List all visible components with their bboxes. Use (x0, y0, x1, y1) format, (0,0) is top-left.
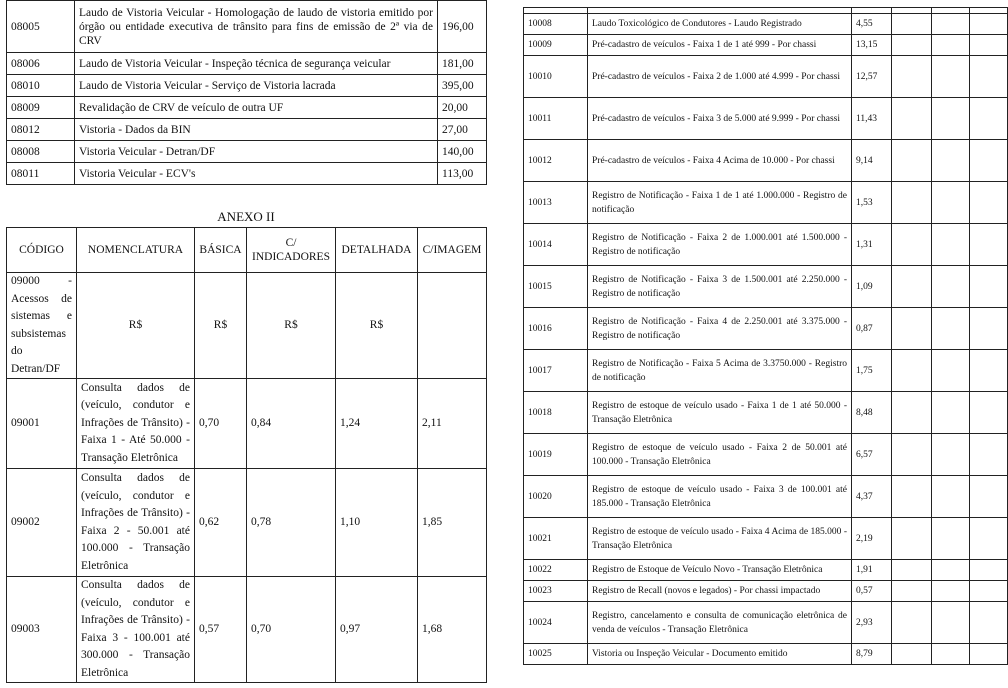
empty-cell (932, 350, 970, 392)
empty-cell (970, 560, 1008, 581)
empty-cell (970, 140, 1008, 182)
row-value: 13,15 (852, 35, 892, 56)
empty-cell (970, 476, 1008, 518)
row-code: 10020 (524, 476, 588, 518)
group-code: 09000 - Acessos de sistemas e subsistemas do Detran/DF (7, 273, 77, 379)
row-description: Vistoria ou Inspeção Veicular - Documento emitido (588, 644, 852, 665)
empty-cell (970, 35, 1008, 56)
empty-cell (932, 14, 970, 35)
row-value: 4,55 (852, 14, 892, 35)
empty-cell (970, 98, 1008, 140)
empty-cell (892, 182, 932, 224)
row-value: 181,00 (438, 53, 487, 75)
header-imagem: C/IMAGEM (418, 228, 487, 273)
empty-cell (932, 644, 970, 665)
empty-cell (892, 602, 932, 644)
row-indicadores: 0,78 (247, 469, 336, 577)
empty-cell (970, 224, 1008, 266)
row-code: 10009 (524, 35, 588, 56)
empty-cell (892, 140, 932, 182)
row-value: 1,09 (852, 266, 892, 308)
table-row (7, 379, 487, 469)
row-value: 196,00 (438, 1, 487, 53)
header-basica: BÁSICA (195, 228, 247, 273)
row-indicadores: 0,84 (247, 379, 336, 469)
table-row (7, 1, 487, 53)
row-value: 113,00 (438, 163, 487, 185)
empty-cell (892, 14, 932, 35)
row-code: 10014 (524, 224, 588, 266)
row-code: 08006 (7, 53, 75, 75)
row-description: Registro de Estoque de Veículo Novo - Transação Eletrônica (588, 560, 852, 581)
row-value: 11,43 (852, 98, 892, 140)
row-value: 8,48 (852, 392, 892, 434)
row-basica: 0,70 (195, 379, 247, 469)
row-code: 09001 (7, 379, 77, 469)
empty-cell (892, 392, 932, 434)
row-code: 10024 (524, 602, 588, 644)
empty-cell (932, 56, 970, 98)
empty-cell (932, 308, 970, 350)
row-description: Pré-cadastro de veículos - Faixa 3 de 5.000 até 9.999 - Por chassi (588, 98, 852, 140)
table-row (7, 141, 487, 163)
table-row (524, 581, 1008, 602)
row-code: 10021 (524, 518, 588, 560)
empty-cell (932, 392, 970, 434)
table-row (524, 518, 1008, 560)
row-code: 09003 (7, 577, 77, 683)
empty-cell (932, 581, 970, 602)
row-description: Consulta dados de (veículo, condutor e Infrações de Trânsito) - Faixa 1 - Até 50.000 - Transação Eletrônica (77, 379, 195, 469)
row-value: 12,57 (852, 56, 892, 98)
row-code: 08009 (7, 97, 75, 119)
group-currency: R$ (247, 273, 336, 379)
row-code: 10025 (524, 644, 588, 665)
row-description: Revalidação de CRV de veículo de outra UF (75, 97, 438, 119)
row-detalhada: 1,10 (336, 469, 418, 577)
table-row (524, 182, 1008, 224)
row-description: Pré-cadastro de veículos - Faixa 1 de 1 até 999 - Por chassi (588, 35, 852, 56)
row-description: Registro de estoque de veículo usado - Faixa 1 de 1 até 50.000 - Transação Eletrônica (588, 392, 852, 434)
row-description: Vistoria - Dados da BIN (75, 119, 438, 141)
row-description: Laudo de Vistoria Veicular - Inspeção técnica de segurança veicular (75, 53, 438, 75)
empty-cell (892, 434, 932, 476)
row-description: Consulta dados de (veículo, condutor e Infrações de Trânsito) - Faixa 3 - 100.001 até 300.000 - Transação Eletrônica (77, 577, 195, 683)
header-indicadores: C/ INDICADORES (247, 228, 336, 273)
row-description: Laudo de Vistoria Veicular - Serviço de Vistoria lacrada (75, 75, 438, 97)
empty-cell (892, 224, 932, 266)
group-empty-cell (418, 273, 487, 379)
row-code: 10015 (524, 266, 588, 308)
group-currency: R$ (195, 273, 247, 379)
empty-cell (932, 182, 970, 224)
empty-cell (970, 644, 1008, 665)
row-description: Registro de Notificação - Faixa 4 de 2.250.001 até 3.375.000 - Registro de notificação (588, 308, 852, 350)
row-basica: 0,57 (195, 577, 247, 683)
table-row (524, 308, 1008, 350)
row-value: 395,00 (438, 75, 487, 97)
row-description: Registro de Notificação - Faixa 3 de 1.500.001 até 2.250.000 - Registro de notificação (588, 266, 852, 308)
row-description: Registro de Notificação - Faixa 5 Acima de 3.3750.000 - Registro de notificação (588, 350, 852, 392)
fees-table-10 (523, 7, 1008, 665)
row-code: 10008 (524, 14, 588, 35)
row-description: Registro, cancelamento e consulta de comunicação eletrônica de venda de veículos - Transação Eletrônica (588, 602, 852, 644)
empty-cell (970, 14, 1008, 35)
row-indicadores: 0,70 (247, 577, 336, 683)
row-description: Registro de Notificação - Faixa 2 de 1.000.001 até 1.500.000 - Registro de notificação (588, 224, 852, 266)
row-value: 4,37 (852, 476, 892, 518)
row-code: 09002 (7, 469, 77, 577)
row-description: Laudo de Vistoria Veicular - Homologação de laudo de vistoria emitido por órgão ou entidade executiva de trânsito para fins de emissão de 2ª via de CRV (75, 1, 438, 53)
row-value: 1,91 (852, 560, 892, 581)
row-code: 08010 (7, 75, 75, 97)
empty-cell (892, 476, 932, 518)
row-code: 10012 (524, 140, 588, 182)
empty-cell (932, 35, 970, 56)
table-row (524, 392, 1008, 434)
empty-cell (932, 224, 970, 266)
table-row (524, 140, 1008, 182)
row-value: 140,00 (438, 141, 487, 163)
header-nomenclatura: NOMENCLATURA (77, 228, 195, 273)
row-value: 8,79 (852, 644, 892, 665)
row-code: 10011 (524, 98, 588, 140)
row-detalhada: 0,97 (336, 577, 418, 683)
empty-cell (970, 392, 1008, 434)
empty-cell (932, 98, 970, 140)
table-row (524, 224, 1008, 266)
empty-cell (892, 308, 932, 350)
row-description: Vistoria Veicular - ECV's (75, 163, 438, 185)
empty-cell (970, 350, 1008, 392)
row-basica: 0,62 (195, 469, 247, 577)
table-row (524, 644, 1008, 665)
header-detalhada: DETALHADA (336, 228, 418, 273)
empty-cell (892, 518, 932, 560)
row-code: 08008 (7, 141, 75, 163)
row-code: 08005 (7, 1, 75, 53)
empty-cell (892, 560, 932, 581)
row-code: 10013 (524, 182, 588, 224)
row-description: Vistoria Veicular - Detran/DF (75, 141, 438, 163)
empty-cell (892, 98, 932, 140)
row-imagem: 1,85 (418, 469, 487, 577)
row-imagem: 1,68 (418, 577, 487, 683)
empty-cell (932, 476, 970, 518)
empty-cell (932, 560, 970, 581)
empty-cell (970, 434, 1008, 476)
empty-cell (970, 182, 1008, 224)
row-value: 20,00 (438, 97, 487, 119)
table-header-row (7, 228, 487, 273)
row-value: 1,31 (852, 224, 892, 266)
row-value: 6,57 (852, 434, 892, 476)
table-row (7, 469, 487, 577)
group-currency: R$ (336, 273, 418, 379)
fees-table-08 (6, 0, 487, 185)
row-code: 08011 (7, 163, 75, 185)
table-row (7, 577, 487, 683)
table-row (524, 350, 1008, 392)
table-row (524, 35, 1008, 56)
empty-cell (932, 602, 970, 644)
row-description: Registro de estoque de veículo usado - Faixa 3 de 100.001 até 185.000 - Transação Eletrônica (588, 476, 852, 518)
row-value: 2,93 (852, 602, 892, 644)
table-row (7, 75, 487, 97)
empty-cell (892, 266, 932, 308)
empty-cell (932, 518, 970, 560)
row-description: Laudo Toxicológico de Condutores - Laudo Registrado (588, 14, 852, 35)
table-row (7, 163, 487, 185)
empty-cell (932, 140, 970, 182)
row-code: 10017 (524, 350, 588, 392)
table-row (7, 97, 487, 119)
annex-ii-table (6, 227, 487, 683)
row-detalhada: 1,24 (336, 379, 418, 469)
row-code: 10018 (524, 392, 588, 434)
row-value: 0,57 (852, 581, 892, 602)
row-description: Registro de estoque de veículo usado - Faixa 2 de 50.001 até 100.000 - Transação Eletrônica (588, 434, 852, 476)
empty-cell (932, 266, 970, 308)
table-row (524, 266, 1008, 308)
empty-cell (970, 266, 1008, 308)
table-group-row (7, 273, 487, 379)
row-code: 10022 (524, 560, 588, 581)
row-code: 10010 (524, 56, 588, 98)
row-code: 10016 (524, 308, 588, 350)
row-imagem: 2,11 (418, 379, 487, 469)
table-row (7, 119, 487, 141)
row-value: 0,87 (852, 308, 892, 350)
table-row (524, 476, 1008, 518)
table-row (524, 14, 1008, 35)
table-row (524, 56, 1008, 98)
empty-cell (970, 56, 1008, 98)
table-row (524, 98, 1008, 140)
row-description: Registro de estoque de veículo usado - Faixa 4 Acima de 185.000 - Transação Eletrônica (588, 518, 852, 560)
row-value: 1,53 (852, 182, 892, 224)
header-codigo: CÓDIGO (7, 228, 77, 273)
table-row (524, 434, 1008, 476)
row-description: Registro de Recall (novos e legados) - Por chassi impactado (588, 581, 852, 602)
empty-cell (970, 602, 1008, 644)
annex-title: ANEXO II (217, 209, 275, 224)
empty-cell (970, 581, 1008, 602)
table-row (524, 560, 1008, 581)
group-currency: R$ (77, 273, 195, 379)
row-value: 9,14 (852, 140, 892, 182)
table-row (7, 53, 487, 75)
empty-cell (892, 581, 932, 602)
empty-cell (932, 434, 970, 476)
row-description: Registro de Notificação - Faixa 1 de 1 até 1.000.000 - Registro de notificação (588, 182, 852, 224)
empty-cell (970, 518, 1008, 560)
row-code: 10023 (524, 581, 588, 602)
empty-cell (892, 56, 932, 98)
table-row (524, 602, 1008, 644)
row-description: Pré-cadastro de veículos - Faixa 4 Acima de 10.000 - Por chassi (588, 140, 852, 182)
row-code: 10019 (524, 434, 588, 476)
row-value: 2,19 (852, 518, 892, 560)
empty-cell (970, 308, 1008, 350)
empty-cell (892, 35, 932, 56)
row-value: 27,00 (438, 119, 487, 141)
row-code: 08012 (7, 119, 75, 141)
empty-cell (892, 350, 932, 392)
row-description: Pré-cadastro de veículos - Faixa 2 de 1.000 até 4.999 - Por chassi (588, 56, 852, 98)
empty-cell (892, 644, 932, 665)
row-value: 1,75 (852, 350, 892, 392)
row-description: Consulta dados de (veículo, condutor e Infrações de Trânsito) - Faixa 2 - 50.001 até 100.000 - Transação Eletrônica (77, 469, 195, 577)
